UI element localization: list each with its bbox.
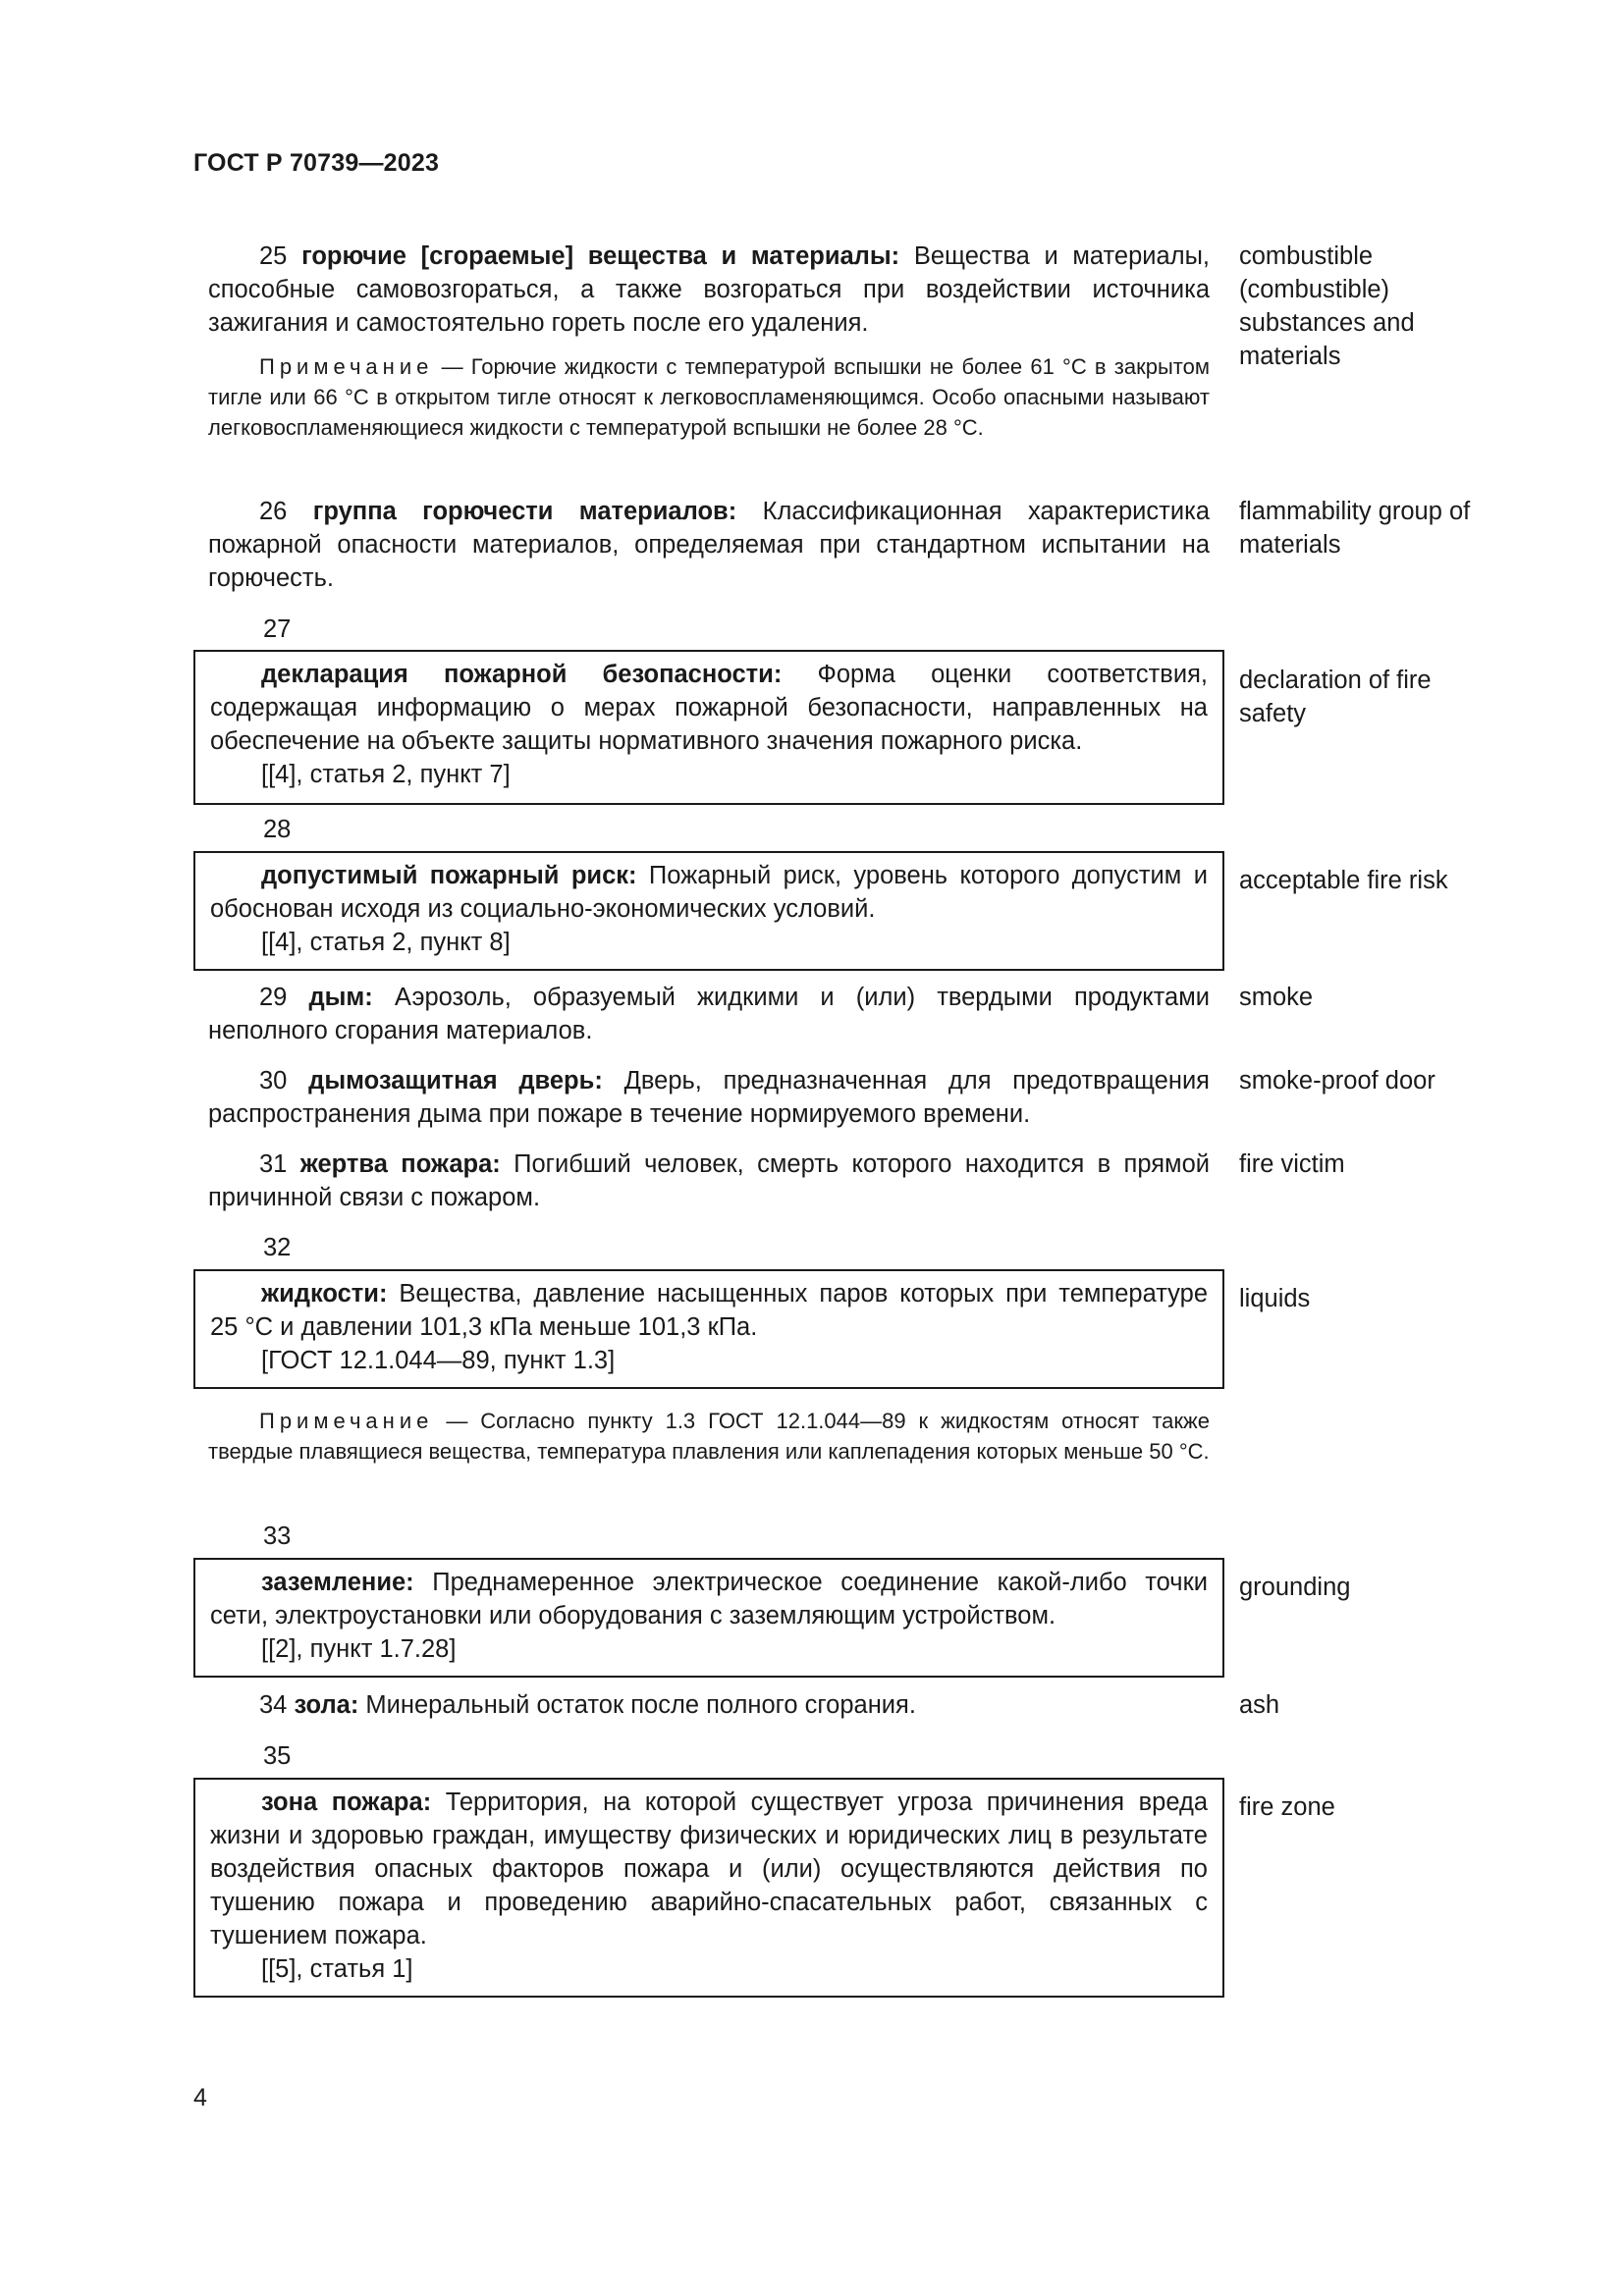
term-number: 31 bbox=[259, 1150, 288, 1178]
note-32 bbox=[208, 1406, 1210, 1467]
document-header: ГОСТ Р 70739—2023 bbox=[193, 149, 440, 177]
term-31-english: fire victim bbox=[1239, 1150, 1345, 1178]
term-title: группа горючести материалов: bbox=[312, 498, 737, 525]
term-25-english: combustible (combustible) substances and materials bbox=[1239, 242, 1415, 370]
term-title: зона пожара: bbox=[261, 1789, 432, 1816]
term-30-english: smoke-proof door bbox=[1239, 1067, 1435, 1095]
term-27-number: 27 bbox=[263, 615, 292, 643]
term-title: декларация пожарной безопасности: bbox=[261, 661, 783, 688]
term-34-english: ash bbox=[1239, 1691, 1280, 1719]
term-definition: Территория, на которой существует угроза причинения вреда жизни и здоровью граждан, имуществу физических и юридических лиц в результате воздействия опасных факторов пожара и (или) осуществляются действия по тушению пожара и проведению аварийно-спасательных работ, связанных с тушением пожара. bbox=[210, 1789, 1209, 1949]
term-number: 25 bbox=[259, 242, 288, 270]
term-definition: Преднамеренное электрическое соединение какой-либо точки сети, электроустановки или оборудования с заземляющим устройством. bbox=[210, 1569, 1208, 1629]
term-number: 29 bbox=[259, 984, 288, 1011]
note-text: — Согласно пункту 1.3 ГОСТ 12.1.044—89 к жидкостям относят также твердые плавящиеся вещества, температура плавления или каплепадения которых меньше 50 °С. bbox=[208, 1409, 1210, 1464]
term-title: зола: bbox=[294, 1691, 359, 1719]
term-32-box bbox=[193, 1269, 1224, 1389]
note-text: — Горючие жидкости с температурой вспышки не более 61 °С в закрытом тигле или 66 °С в открытом тигле относят к легковоспламеняющимся. Особо опасными называют легковоспламеняющиеся жидкости с температурой вспышки не более 28 °С. bbox=[208, 354, 1210, 440]
term-reference: [[5], статья 1] bbox=[261, 1955, 413, 1983]
term-32-english: liquids bbox=[1239, 1285, 1311, 1312]
note-label: Примечание bbox=[259, 354, 434, 379]
page-number: 4 bbox=[193, 2084, 207, 2111]
term-title: горючие [сгораемые] вещества и материалы: bbox=[301, 242, 900, 270]
term-33-number: 33 bbox=[263, 1522, 292, 1550]
term-number: 34 bbox=[259, 1691, 288, 1719]
term-definition: Аэрозоль, образуемый жидкими и (или) твердыми продуктами неполного сгорания материалов. bbox=[208, 984, 1211, 1044]
term-reference: [[4], статья 2, пункт 8] bbox=[261, 929, 511, 956]
term-title: заземление: bbox=[261, 1569, 414, 1596]
term-31 bbox=[208, 1148, 1210, 1214]
term-35-english: fire zone bbox=[1239, 1793, 1335, 1821]
term-title: жидкости: bbox=[261, 1280, 388, 1308]
term-definition: Классификационная характеристика пожарной опасности материалов, определяемая при стандартном испытании на горючесть. bbox=[208, 498, 1211, 592]
term-title: дым: bbox=[308, 984, 373, 1011]
term-30 bbox=[208, 1064, 1210, 1131]
term-29-english: smoke bbox=[1239, 984, 1314, 1011]
term-32-number: 32 bbox=[263, 1234, 292, 1261]
term-29 bbox=[208, 981, 1210, 1047]
term-reference: [[4], статья 2, пункт 7] bbox=[261, 761, 511, 788]
term-reference: [[2], пункт 1.7.28] bbox=[261, 1635, 457, 1663]
term-definition: Форма оценки соответствия, содержащая информацию о мерах пожарной безопасности, направленных на обеспечение на объекте защиты нормативного значения пожарного риска. bbox=[210, 661, 1208, 755]
term-35-box bbox=[193, 1778, 1224, 1998]
term-definition: Пожарный риск, уровень которого допустим и обоснован исходя из социально-экономических условий. bbox=[210, 862, 1208, 923]
term-number: 26 bbox=[259, 498, 288, 525]
term-title: жертва пожара: bbox=[299, 1150, 501, 1178]
term-26 bbox=[208, 495, 1210, 595]
term-definition: Вещества, давление насыщенных паров которых при температуре 25 °С и давлении 101,3 кПа меньше 101,3 кПа. bbox=[210, 1280, 1208, 1341]
term-26-english: flammability group of materials bbox=[1239, 498, 1471, 559]
term-25 bbox=[208, 240, 1210, 340]
term-reference: [ГОСТ 12.1.044—89, пункт 1.3] bbox=[261, 1347, 616, 1374]
term-definition: Погибший человек, смерть которого находится в прямой причинной связи с пожаром. bbox=[208, 1150, 1210, 1211]
term-33-box bbox=[193, 1558, 1224, 1678]
term-28-number: 28 bbox=[263, 816, 292, 843]
term-definition: Дверь, предназначенная для предотвращения распространения дыма при пожаре в течение нормируемого времени. bbox=[208, 1067, 1210, 1128]
term-27-english: declaration of fire safety bbox=[1239, 667, 1432, 727]
term-35-number: 35 bbox=[263, 1742, 292, 1770]
term-title: допустимый пожарный риск: bbox=[261, 862, 637, 889]
note-25 bbox=[208, 351, 1210, 443]
term-number: 30 bbox=[259, 1067, 288, 1095]
term-33-english: grounding bbox=[1239, 1574, 1351, 1601]
term-title: дымозащитная дверь: bbox=[308, 1067, 603, 1095]
term-definition: Минеральный остаток после полного сгорания. bbox=[365, 1691, 916, 1719]
note-label: Примечание bbox=[259, 1409, 434, 1433]
term-definition: Вещества и материалы, способные самовозгораться, а также возгораться при воздействии источника зажигания и самостоятельно гореть после его удаления. bbox=[208, 242, 1211, 337]
term-34 bbox=[208, 1688, 1210, 1722]
term-28-english: acceptable fire risk bbox=[1239, 867, 1448, 894]
term-28-box bbox=[193, 851, 1224, 971]
term-27-box bbox=[193, 650, 1224, 805]
